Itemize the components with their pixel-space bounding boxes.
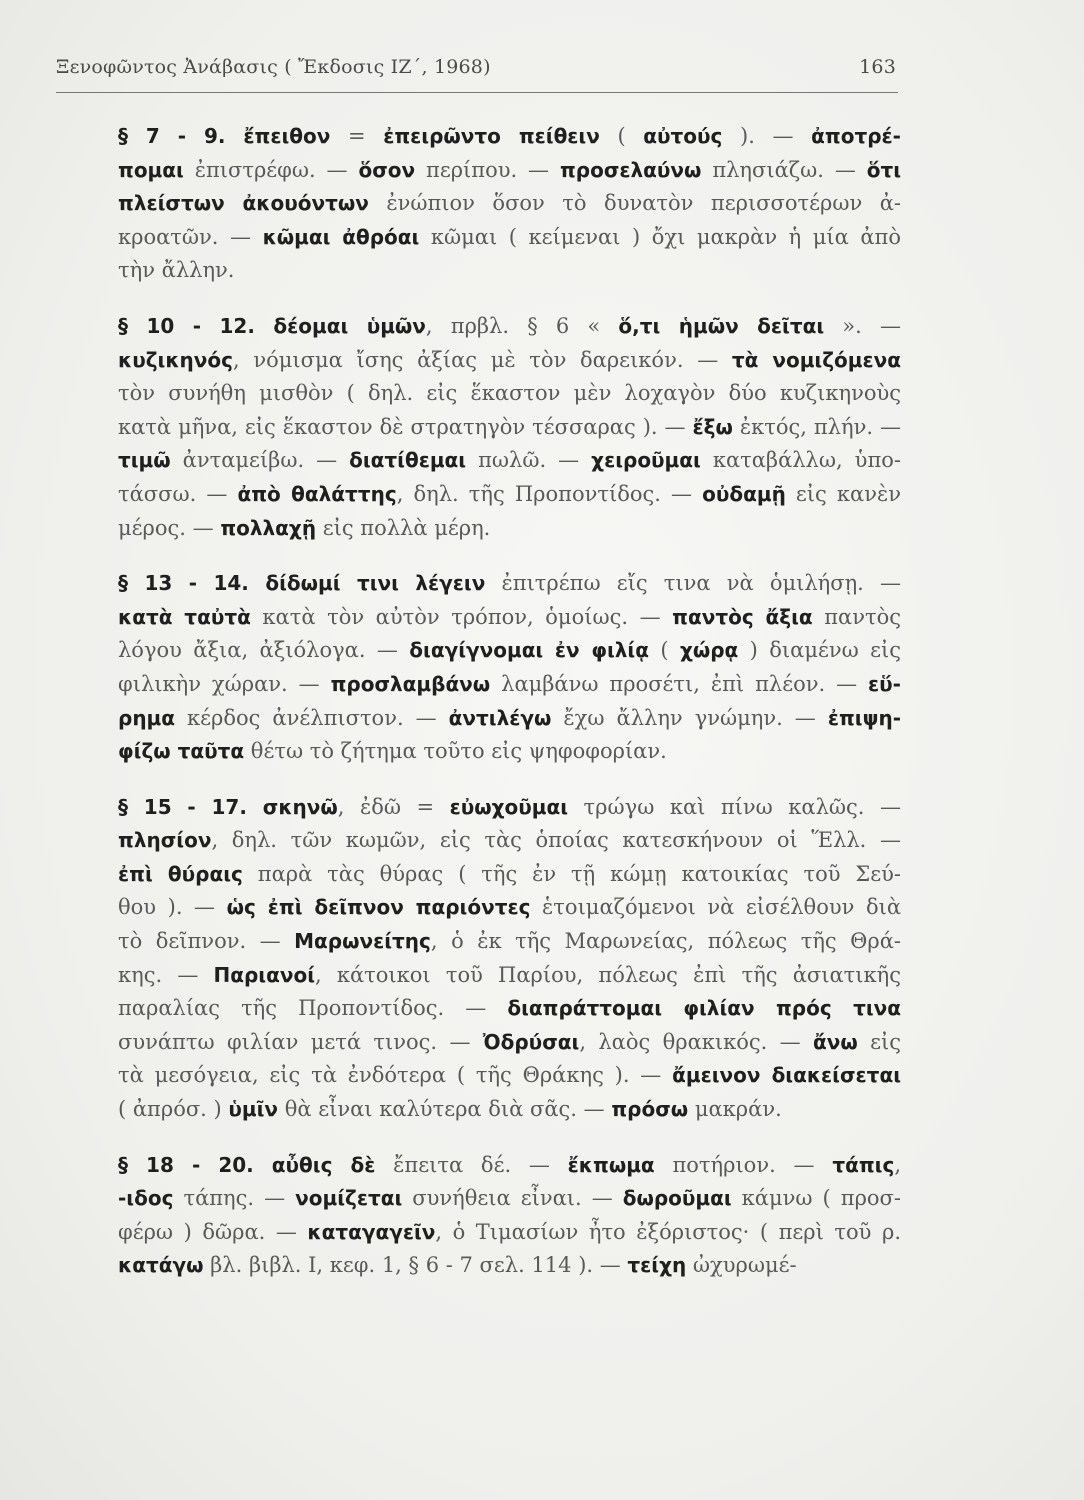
gloss-text: , (894, 1152, 901, 1177)
text-line (118, 925, 901, 959)
text-line (118, 702, 901, 736)
gloss-text: ( (599, 124, 644, 148)
page-header (56, 56, 896, 78)
lemma-term: χειροῦμαι (591, 448, 701, 473)
gloss-text: ἐπιστρέφω. — (183, 157, 359, 182)
lemma-term: ἀπὸ θαλάττης (237, 481, 397, 506)
gloss-text: , πρβλ. § 6 « (425, 313, 619, 338)
gloss-text: τὰ μεσόγεια, εἰς τὰ ἐνδότερα ( τῆς Θράκης ). — (118, 1063, 673, 1088)
commentary-paragraph (118, 120, 901, 288)
lemma-term: ὑμῖν (228, 1097, 279, 1122)
text-line (118, 1182, 901, 1216)
text-line (118, 1149, 901, 1183)
lemma-term: τὰ νομιζόμενα (731, 347, 901, 372)
text-line (118, 512, 901, 546)
lemma-term: § 13 - 14. δίδωμί τινι λέγειν (118, 571, 486, 596)
gloss-text: κης. — (118, 962, 214, 987)
text-line (118, 478, 901, 512)
lemma-term: ἀποτρέ- (811, 124, 901, 148)
lemma-term: προσλαμβάνω (330, 671, 491, 696)
gloss-text: ) διαμένω εἰς (738, 638, 902, 663)
gloss-text: συνάπτω φιλίαν μετά τινος. — (118, 1029, 483, 1054)
gloss-text: βλ. βιβλ. Ι, κεφ. 1, § 6 - 7 σελ. 114 ). — (203, 1253, 628, 1278)
lemma-term: Ὀδρύσαι (482, 1029, 580, 1054)
lemma-term: ὅσον (358, 157, 416, 182)
gloss-text: , ἐδῶ = (337, 794, 450, 819)
lemma-term: ὅ,τι ἡμῶν δεῖται (618, 313, 825, 338)
gloss-text: περίπου. — (415, 157, 560, 182)
text-line (118, 634, 901, 668)
gloss-text: κατὰ μῆνα, εἰς ἕκαστον δὲ στρατηγὸν τέσσαρας ). — (118, 414, 693, 439)
lemma-term: πομαι (118, 157, 184, 182)
gloss-text: κροατῶν. — (118, 224, 263, 249)
gloss-text: πωλῶ. — (466, 448, 592, 473)
gloss-text: θὰ εἶναι καλύτερα διὰ σᾶς. — (278, 1097, 612, 1122)
gloss-text: ὠχυρωμέ- (686, 1253, 797, 1278)
gloss-text: παντὸς (812, 604, 901, 629)
lemma-term: § 15 - 17. σκηνῶ (118, 794, 338, 819)
lemma-term: καταγαγεῖν (307, 1219, 436, 1244)
lemma-term: πλησίον (118, 828, 212, 853)
lemma-term: διαπράττομαι φιλίαν πρός τινα (507, 996, 901, 1021)
text-line (118, 858, 901, 892)
lemma-term: πρόσω (611, 1097, 689, 1122)
lemma-term: εὐωχοῦμαι (449, 794, 569, 819)
gloss-text: τάσσω. — (118, 481, 238, 506)
lemma-term: διαγίγνομαι ἐν φιλίᾳ (409, 638, 649, 663)
gloss-text: λαμβάνω προσέτι, ἐπὶ πλέον. — (490, 671, 869, 696)
gloss-text: εἰς κανὲν (785, 481, 902, 506)
gloss-text: ἀνταμείβω. — (170, 448, 350, 473)
gloss-text: , λαὸς θρακικός. — (579, 1029, 814, 1054)
gloss-text: παρὰ τὰς θύρας ( τῆς ἐν τῇ κώμῃ κατοικίας τοῦ Σεύ- (242, 861, 901, 886)
lemma-term: Μαρωνείτης (294, 929, 431, 954)
text-line (118, 791, 901, 825)
gloss-text: , νόμισμα ἴσης ἀξίας μὲ τὸν δαρεικόν. — (233, 347, 732, 372)
gloss-text: ). — (722, 124, 812, 148)
page-number: 163 (859, 56, 896, 78)
text-line (118, 1059, 901, 1093)
gloss-text: μακράν. (688, 1097, 782, 1122)
lemma-term: κῶμαι ἀθρόαι (262, 224, 420, 249)
gloss-text: ποτήριον. — (654, 1152, 833, 1177)
lemma-term: τιμῶ (118, 448, 171, 473)
lemma-term: ἄνω (813, 1029, 858, 1054)
text-line (118, 1216, 901, 1250)
lemma-term: πολλαχῇ (220, 515, 317, 540)
gloss-text: φέρω ) δῶρα. — (118, 1219, 308, 1244)
running-title: Ξενοφῶντος Ἀνάβασις ( Ἔκδοσις ΙΖ΄, 1968) (56, 56, 491, 78)
lemma-term: ἐπειρῶντο πείθειν (383, 124, 600, 148)
lemma-term: ἐπὶ θύραις (118, 861, 243, 886)
gloss-text: τὸ δεῖπνον. — (118, 929, 295, 954)
gloss-text: ἔχω ἄλλην γνώμην. — (551, 705, 828, 730)
lemma-term: τείχη (627, 1253, 687, 1278)
gloss-text: ἐκτός, πλήν. — (732, 414, 901, 439)
text-line (118, 1026, 901, 1060)
commentary-paragraph (118, 791, 901, 1127)
gloss-text: κῶμαι ( κείμεναι ) ὄχι μακρὰν ἡ μία ἀπὸ (419, 224, 901, 249)
gloss-text: εἰς πολλὰ μέρη. (316, 515, 491, 540)
lemma-term: κατάγω (118, 1253, 204, 1278)
lemma-term: φίζω ταῦτα (118, 739, 245, 764)
lemma-term: δωροῦμαι (622, 1186, 732, 1211)
lemma-term: ὅτι (866, 157, 901, 182)
gloss-text: ». — (824, 313, 901, 338)
gloss-text: τρώγω καὶ πίνω καλῶς. — (568, 794, 901, 819)
gloss-text: τὴν ἄλλην. (118, 258, 235, 283)
text-line (118, 254, 901, 288)
text-line (118, 344, 901, 378)
gloss-text: κάμνω ( προσ- (731, 1186, 901, 1211)
lemma-term: κατὰ ταὐτὰ (118, 604, 251, 629)
lemma-term: § 7 - 9. ἔπειθον (118, 124, 331, 148)
gloss-text: λόγου ἄξια, ἀξιόλογα. — (118, 638, 410, 663)
gloss-text: ἐπιτρέπω εἴς τινα νὰ ὁμιλήσῃ. — (485, 571, 901, 596)
text-line (118, 567, 901, 601)
lemma-term: ἄμεινον διακείσεται (672, 1063, 901, 1088)
lemma-term: § 18 - 20. αὖθις δὲ (118, 1152, 376, 1177)
lemma-term: § 10 - 12. δέομαι ὑμῶν (118, 313, 426, 338)
commentary-paragraph (118, 567, 901, 769)
lemma-term: προσελαύνω (559, 157, 702, 182)
gloss-text: κατὰ τὸν αὐτὸν τρόπον, ὁμοίως. — (250, 604, 673, 629)
lemma-term: ἀντιλέγω (448, 705, 552, 730)
text-line (118, 377, 901, 411)
text-line (118, 120, 901, 154)
text-line (118, 992, 901, 1026)
text-line (118, 411, 901, 445)
gloss-text: ἐνώπιον ὅσον τὸ δυνατὸν περισσοτέρων ἀ- (368, 191, 901, 216)
text-line (118, 824, 901, 858)
gloss-text: εἰς (857, 1029, 901, 1054)
text-line (118, 959, 901, 993)
commentary-body (118, 120, 901, 1305)
text-line (118, 444, 901, 478)
lemma-term: διατίθεμαι (349, 448, 467, 473)
gloss-text: τάπης. — (173, 1186, 296, 1211)
commentary-paragraph (118, 1149, 901, 1283)
gloss-text: , ὁ Τιμασίων ἦτο ἐξόριστος· ( περὶ τοῦ ρ. (435, 1219, 902, 1244)
gloss-text: ( ἀπρόσ. ) (118, 1097, 229, 1122)
lemma-term: -ιδος (118, 1186, 174, 1211)
gloss-text: φιλικὴν χώραν. — (118, 671, 331, 696)
lemma-term: ρημα (118, 705, 176, 730)
gloss-text: ἑτοιμαζόμενοι νὰ εἰσέλθουν διὰ (530, 895, 902, 920)
gloss-text: , δηλ. τῶν κωμῶν, εἰς τὰς ὁποίας κατεσκήνουν οἱ Ἕλλ. — (211, 828, 901, 853)
text-line (118, 187, 901, 221)
lemma-term: ὡς ἐπὶ δεῖπνον παριόντες (226, 895, 531, 920)
lemma-term: τάπις (832, 1152, 895, 1177)
lemma-term: οὐδαμῇ (702, 481, 786, 506)
gloss-text: πλησιάζω. — (701, 157, 867, 182)
lemma-term: Παριανοί (213, 962, 315, 987)
gloss-text: τὸν συνήθη μισθὸν ( δηλ. εἰς ἕκαστον μὲν λοχαγὸν δύο κυζικηνοὺς (118, 381, 901, 406)
commentary-paragraph (118, 310, 901, 545)
text-line (118, 735, 901, 769)
lemma-term: εὕ- (868, 671, 901, 696)
lemma-term: παντὸς ἄξια (672, 604, 813, 629)
gloss-text: θέτω τὸ ζήτημα τοῦτο εἰς ψηφοφορίαν. (244, 739, 667, 764)
lemma-term: κυζικηνός (118, 347, 233, 372)
lemma-term: ἐπιψη- (827, 705, 901, 730)
gloss-text: ἔπειτα δέ. — (375, 1152, 568, 1177)
gloss-text: = (330, 124, 384, 148)
lemma-term: χώρᾳ (679, 638, 739, 663)
header-rule (56, 92, 898, 93)
gloss-text: , ὁ ἐκ τῆς Μαρωνείας, πόλεως τῆς Θρά- (430, 929, 901, 954)
lemma-term: αὐτούς (643, 124, 723, 148)
text-line (118, 221, 901, 255)
gloss-text: , δηλ. τῆς Προποντίδος. — (396, 481, 703, 506)
lemma-term: πλείστων ἀκουόντων (118, 191, 369, 216)
text-line (118, 668, 901, 702)
gloss-text: συνήθεια εἶναι. — (402, 1186, 623, 1211)
gloss-text: κέρδος ἀνέλπιστον. — (175, 705, 449, 730)
gloss-text: , κάτοικοι τοῦ Παρίου, πόλεως ἐπὶ τῆς ἀσιατικῆς (315, 962, 901, 987)
text-line (118, 154, 901, 188)
gloss-text: παραλίας τῆς Προποντίδος. — (118, 996, 508, 1021)
text-line (118, 1093, 901, 1127)
text-line (118, 891, 901, 925)
gloss-text: μέρος. — (118, 515, 221, 540)
gloss-text: ( (648, 638, 680, 663)
lemma-term: νομίζεται (295, 1186, 403, 1211)
text-line (118, 601, 901, 635)
lemma-term: ἔκπωμα (567, 1152, 655, 1177)
gloss-text: καταβάλλω, ὑπο- (700, 448, 901, 473)
lemma-term: ἔξω (692, 414, 733, 439)
text-line (118, 1249, 901, 1283)
gloss-text: θου ). — (118, 895, 227, 920)
text-line (118, 310, 901, 344)
